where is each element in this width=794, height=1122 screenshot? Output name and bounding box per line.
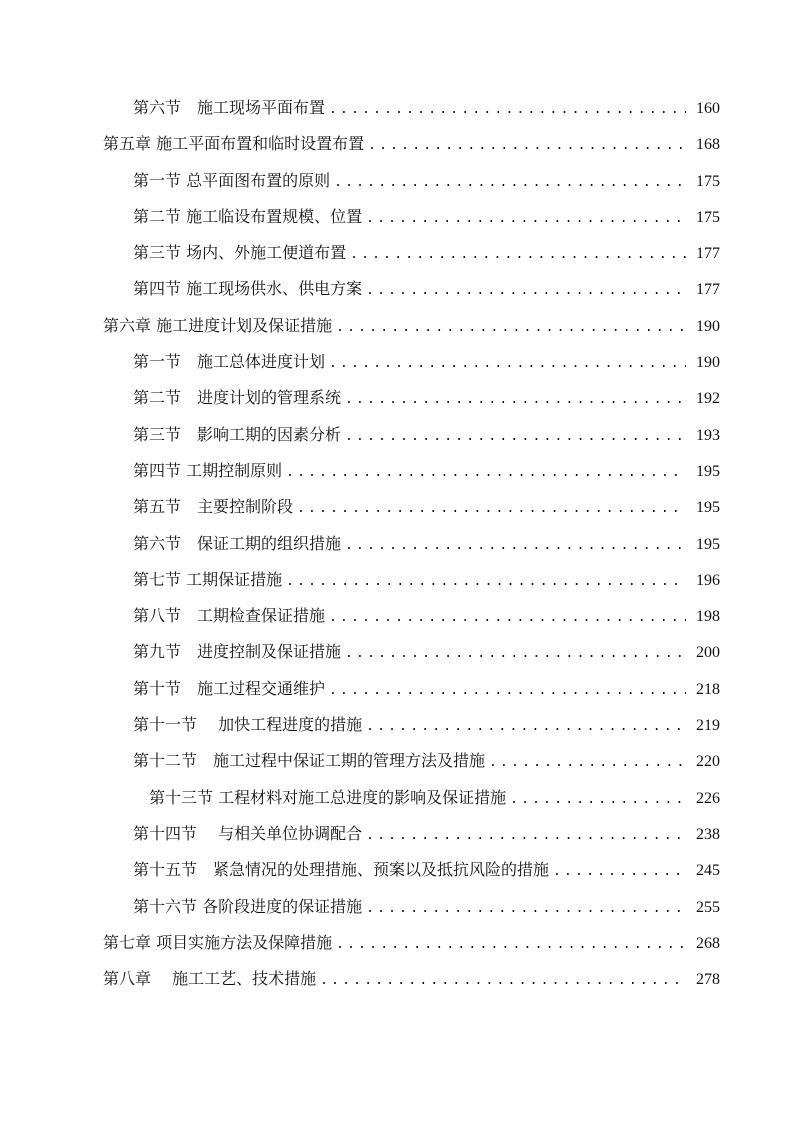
toc-entry-title: 第十三节 工程材料对施工总进度的影响及保证措施: [149, 787, 507, 807]
toc-section-entry[interactable]: [0, 453, 794, 489]
toc-dot-leader: [510, 782, 686, 818]
toc-entry-title: 第九节 进度控制及保证措施: [133, 642, 342, 662]
toc-entry-title: 第八节 工期检查保证措施: [133, 606, 326, 626]
toc-section-entry[interactable]: [0, 344, 794, 380]
toc-dot-leader: [366, 818, 686, 854]
toc-page-number: 190: [696, 317, 720, 335]
toc-dot-leader: [329, 92, 686, 128]
toc-section-entry[interactable]: [0, 634, 794, 670]
toc-entry-title: 第五章 施工平面布置和临时设置布置: [103, 134, 365, 154]
toc-page-number: 160: [696, 100, 720, 117]
toc-entry-title: 第六节 施工现场平面布置: [133, 98, 326, 117]
toc-dot-leader: [286, 455, 686, 491]
toc-entry-title: 第五节 主要控制阶段: [133, 497, 294, 517]
toc-page-number: 218: [696, 680, 720, 698]
toc-page-number: 238: [696, 825, 720, 843]
toc-entry-title: 第一节 施工总体进度计划: [133, 352, 326, 372]
toc-section-entry[interactable]: [0, 90, 794, 126]
toc-entry-title: 第四节 施工现场供水、供电方案: [133, 279, 363, 299]
toc-entry-title: 第十节 施工过程交通维护: [133, 678, 326, 698]
toc-dot-leader: [345, 382, 686, 418]
toc-section-entry[interactable]: [0, 199, 794, 235]
toc-entry-title: 第十五节 紧急情况的处理措施、预案以及抵抗风险的措施: [133, 860, 550, 880]
toc-section-entry[interactable]: [0, 163, 794, 199]
toc-entry-title: 第六章 施工进度计划及保证措施: [103, 315, 333, 335]
toc-dot-leader: [345, 636, 686, 672]
toc-dot-leader: [329, 346, 686, 382]
toc-section-entry[interactable]: [0, 526, 794, 562]
toc-dot-leader: [297, 491, 686, 527]
toc-page-number: 278: [696, 971, 720, 989]
toc-section-entry[interactable]: [0, 816, 794, 852]
toc-dot-leader: [336, 927, 686, 963]
toc-chapter-entry[interactable]: [0, 126, 794, 162]
toc-page-number: 255: [696, 898, 720, 916]
toc-dot-leader: [334, 165, 686, 201]
toc-entry-title: 第六节 保证工期的组织措施: [133, 533, 342, 553]
toc-section-entry[interactable]: [0, 271, 794, 307]
toc-dot-leader: [320, 963, 686, 999]
toc-entry-title: 第一节 总平面图布置的原则: [133, 170, 331, 190]
toc-page-number: 195: [696, 535, 720, 553]
toc-dot-leader: [368, 128, 686, 164]
toc-page-number: 177: [696, 245, 720, 263]
toc-page-number: 196: [696, 571, 720, 589]
toc-page-number: 200: [696, 644, 720, 662]
toc-section-entry[interactable]: [0, 235, 794, 271]
toc-dot-leader: [489, 745, 686, 781]
toc-page-number: 192: [696, 390, 720, 408]
toc-section-entry[interactable]: [0, 780, 794, 816]
toc-dot-leader: [553, 854, 686, 890]
toc-dot-leader: [345, 419, 686, 455]
toc-section-entry[interactable]: [0, 743, 794, 779]
toc-dot-leader: [286, 564, 686, 600]
toc-page-number: 195: [696, 499, 720, 517]
toc-entry-title: 第三节 场内、外施工便道布置: [133, 243, 347, 263]
toc-entry-title: 第八章 施工工艺、技术措施: [103, 969, 317, 989]
toc-section-entry[interactable]: [0, 889, 794, 925]
toc-dot-leader: [329, 600, 686, 636]
toc-entry-title: 第十四节 与相关单位协调配合: [133, 823, 363, 843]
toc-page-number: 245: [696, 862, 720, 880]
toc-page-number: 268: [696, 934, 720, 952]
toc-section-entry[interactable]: [0, 489, 794, 525]
toc-chapter-entry[interactable]: [0, 308, 794, 344]
toc-section-entry[interactable]: [0, 598, 794, 634]
toc-section-entry[interactable]: [0, 417, 794, 453]
toc-entry-title: 第三节 影响工期的因素分析: [133, 424, 342, 444]
toc-page-number: 220: [696, 753, 720, 771]
toc-entry-title: 第七章 项目实施方法及保障措施: [103, 932, 333, 952]
toc-dot-leader: [366, 709, 686, 745]
toc-page-number: 198: [696, 608, 720, 626]
toc-dot-leader: [350, 237, 686, 273]
toc-entry-title: 第十一节 加快工程进度的措施: [133, 715, 363, 735]
toc-page-number: 175: [696, 208, 720, 226]
toc-section-entry[interactable]: [0, 852, 794, 888]
toc-entry-title: 第十二节 施工过程中保证工期的管理方法及措施: [133, 751, 486, 771]
toc-section-entry[interactable]: [0, 707, 794, 743]
toc-page-number: 190: [696, 354, 720, 372]
toc-page-number: 195: [696, 462, 720, 480]
toc-dot-leader: [336, 310, 686, 346]
toc-dot-leader: [366, 273, 686, 309]
toc-dot-leader: [366, 891, 686, 927]
toc-page-number: 219: [696, 717, 720, 735]
toc-entry-title: 第七节 工期保证措施: [133, 569, 283, 589]
table-of-contents: [0, 90, 794, 997]
toc-page-number: 175: [696, 172, 720, 190]
toc-page-number: 193: [696, 426, 720, 444]
toc-page-number: 177: [696, 281, 720, 299]
toc-page-number: 168: [696, 136, 720, 154]
toc-section-entry[interactable]: [0, 671, 794, 707]
toc-dot-leader: [345, 528, 686, 564]
toc-dot-leader: [366, 201, 686, 237]
toc-entry-title: 第四节 工期控制原则: [133, 460, 283, 480]
toc-chapter-entry[interactable]: [0, 961, 794, 997]
toc-section-entry[interactable]: [0, 562, 794, 598]
toc-entry-title: 第二节 施工临设布置规模、位置: [133, 206, 363, 226]
toc-dot-leader: [329, 673, 686, 709]
toc-section-entry[interactable]: [0, 380, 794, 416]
toc-entry-title: 第二节 进度计划的管理系统: [133, 388, 342, 408]
toc-chapter-entry[interactable]: [0, 925, 794, 961]
toc-entry-title: 第十六节 各阶段进度的保证措施: [133, 896, 363, 916]
toc-page-number: 226: [696, 789, 720, 807]
